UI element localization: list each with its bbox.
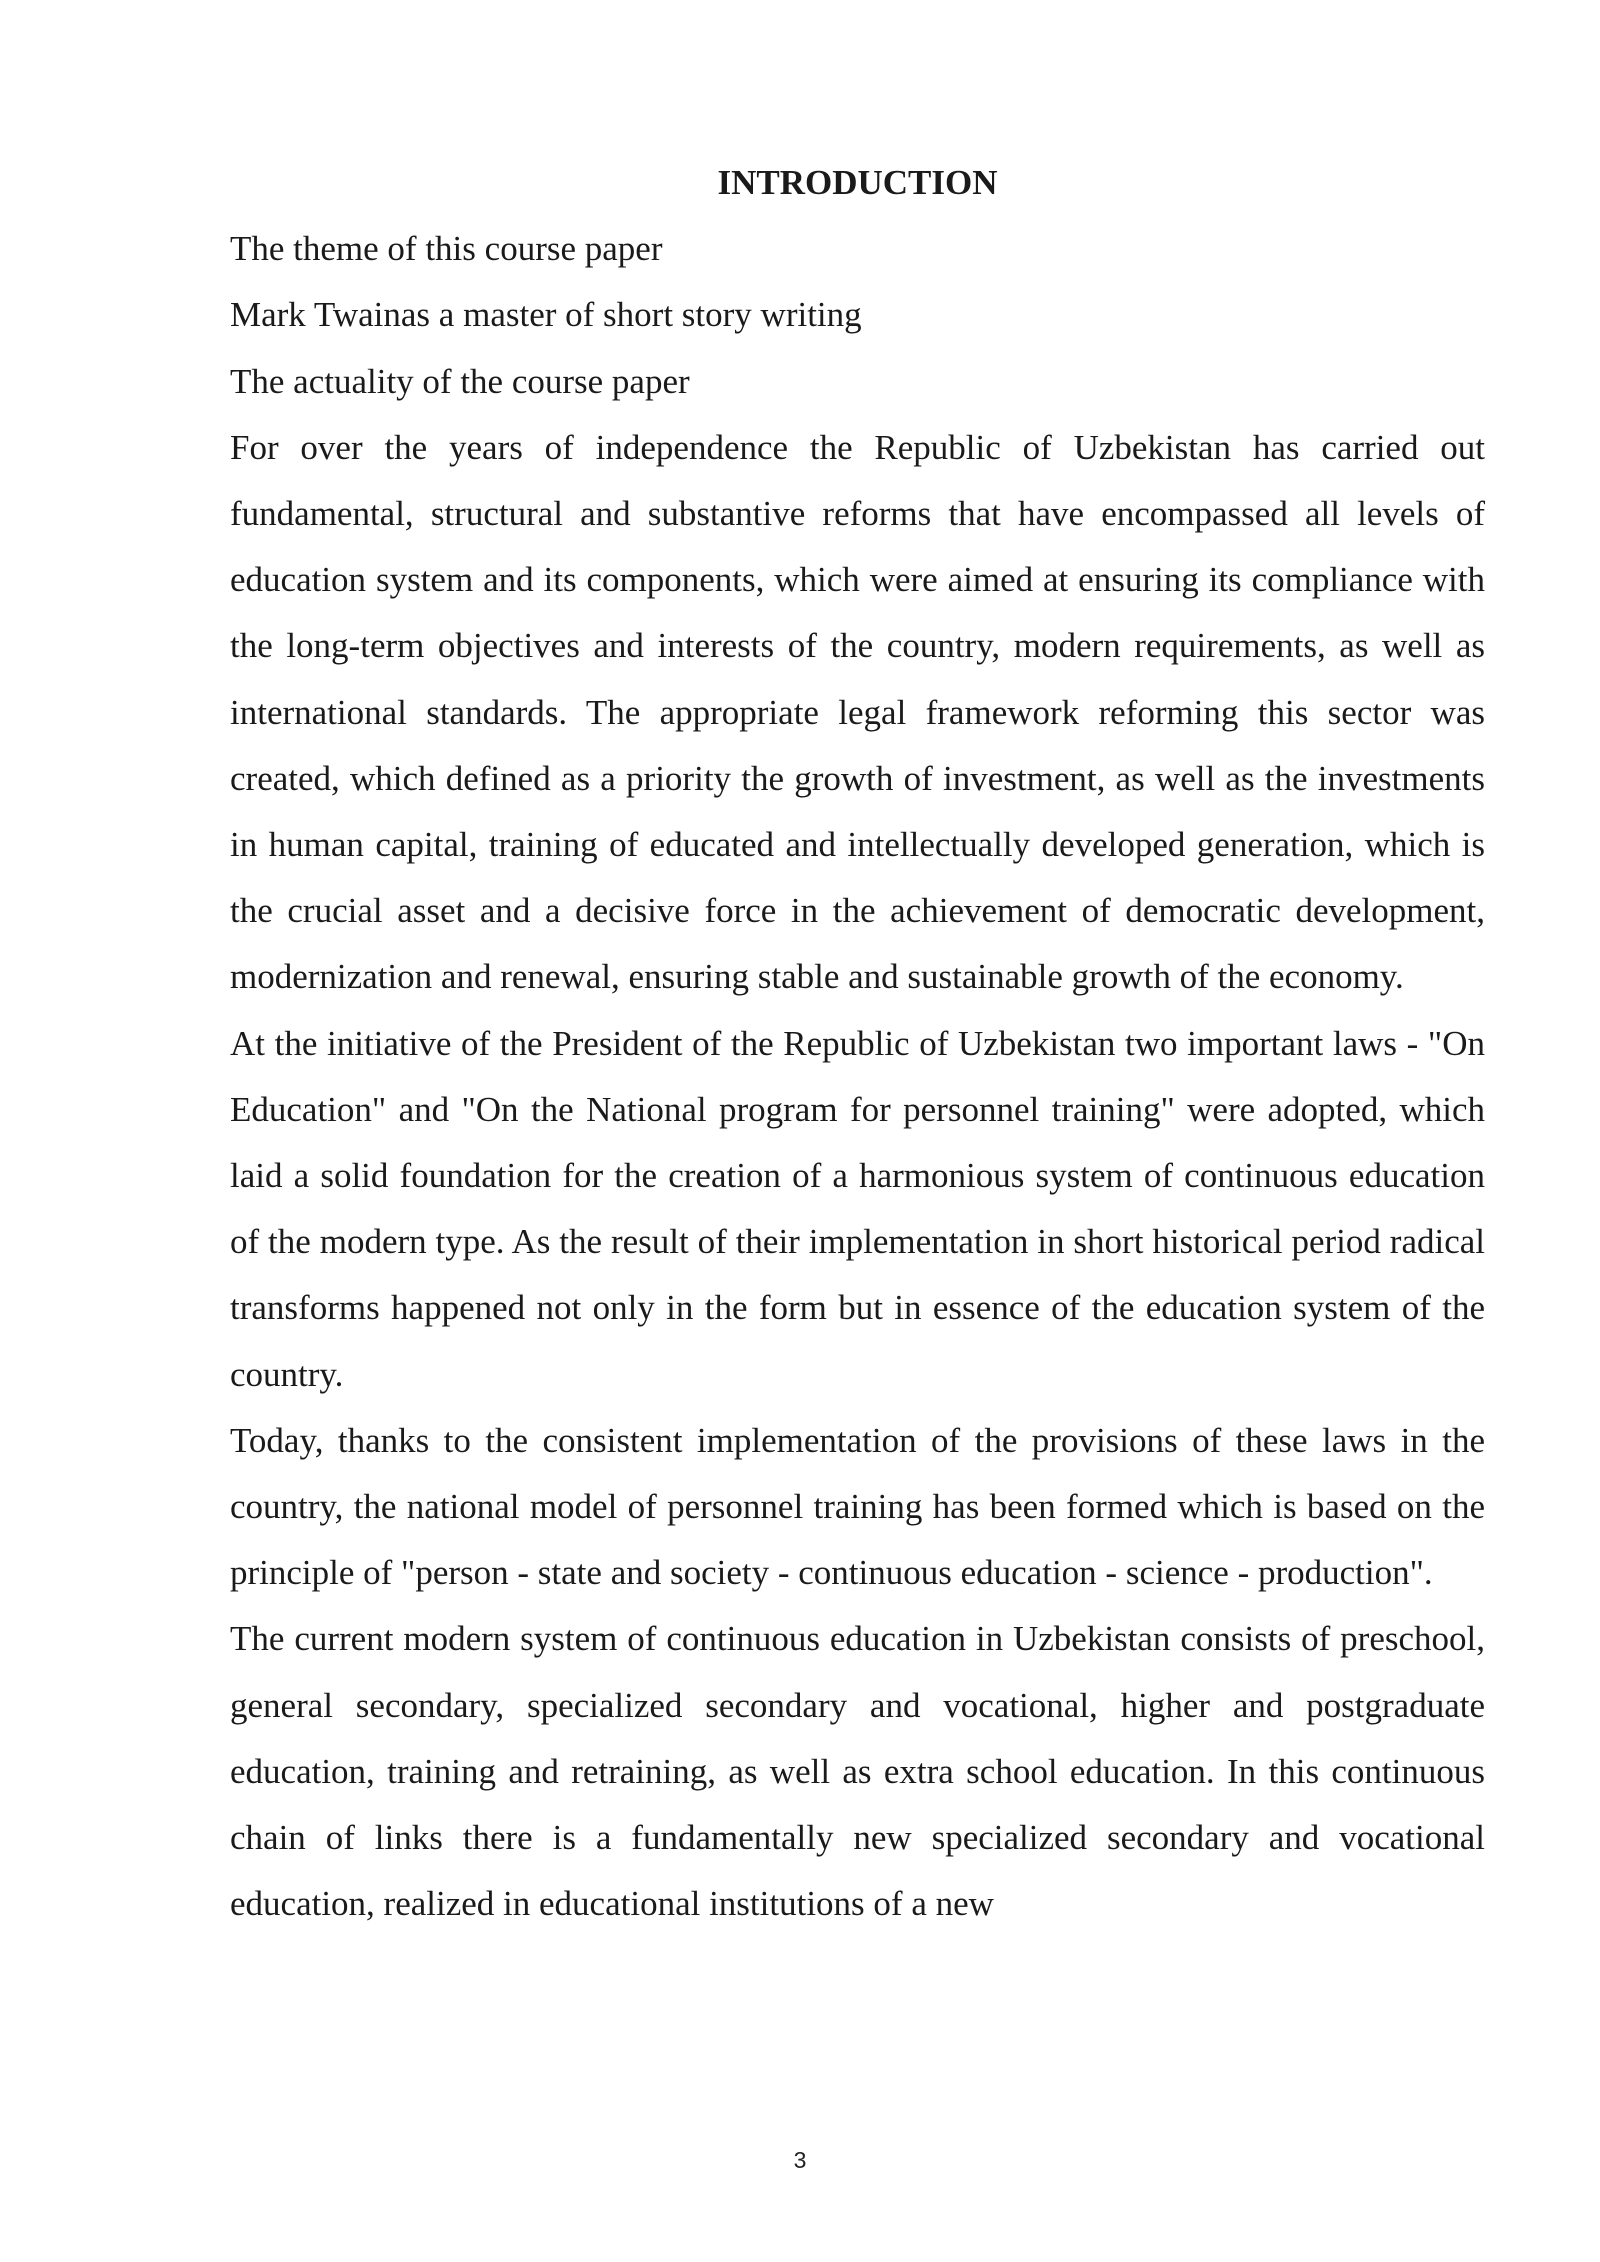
page-title: INTRODUCTION [717, 163, 998, 202]
course-paper-theme-label: The theme of this course paper [230, 229, 663, 269]
paragraph-national-model: Today, thanks to the consistent implementation of the provisions of these laws in the country, the national model of personnel training has been formed which is based on the principle of "person - state and society - continuous education - science - production". [230, 1420, 1485, 1593]
document-body [230, 150, 1485, 1937]
actuality-heading: The actuality of the course paper [230, 361, 690, 401]
paragraph-continuous-education: The current modern system of continuous education in Uzbekistan consists of preschool, general secondary, specialized secondary and vocational, higher and postgraduate education, training and retraining, as well as extra school education. In this continuous chain of links there is a fundamentally new specialized secondary and vocational education, realized in educational institutions of a new [230, 1619, 1485, 1924]
paragraph-education-laws: At the initiative of the President of the Republic of Uzbekistan two important laws - "On Education" and "On the National program for personnel training" were adopted, which laid a solid foundation for the creation of a harmonious system of continuous education of the modern type. As the result of their implementation in short historical period radical transforms happened not only in the form but in essence of the education system of the country. [230, 1023, 1485, 1394]
course-paper-theme: Mark Twainas a master of short story writing [230, 295, 862, 335]
page-number: 3 [793, 2147, 807, 2173]
paragraph-independence-reforms: For over the years of independence the Republic of Uzbekistan has carried out fundamental, structural and substantive reforms that have encompassed all levels of education system and its components, which were aimed at ensuring its compliance with the long-term objectives and interests of the country, modern requirements, as well as international standards. The appropriate legal framework reforming this sector was created, which defined as a priority the growth of investment, as well as the investments in human capital, training of educated and intellectually developed generation, which is the crucial asset and a decisive force in the achievement of democratic development, modernization and renewal, ensuring stable and sustainable growth of the economy. [230, 427, 1485, 997]
